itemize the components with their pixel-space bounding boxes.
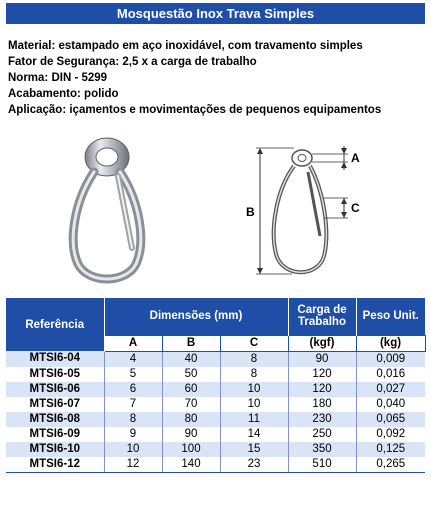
subheader-kg: (kg) — [356, 335, 425, 351]
subheader-kgf: (kgf) — [288, 335, 356, 351]
table-row — [6, 457, 425, 473]
cell-ref: MTSI6-07 — [29, 397, 80, 410]
header-dimensoes: Dimensões (mm) — [104, 298, 288, 335]
cell-kg: 0,027 — [356, 382, 425, 397]
cell-kg: 0,265 — [356, 457, 425, 473]
cell-a: 10 — [104, 442, 162, 457]
cell-c: 11 — [220, 412, 288, 427]
cell-b: 70 — [162, 397, 220, 412]
cell-kgf: 120 — [288, 367, 356, 382]
spec-material: Material: estampado em aço inoxidável, com travamento simples — [8, 40, 363, 52]
cell-c: 15 — [220, 442, 288, 457]
cell-a: 8 — [104, 412, 162, 427]
cell-b: 50 — [162, 367, 220, 382]
cell-c: 8 — [220, 367, 288, 382]
cell-kgf: 120 — [288, 382, 356, 397]
spec-application: Aplicação: içamentos e movimentações de pequenos equipamentos — [8, 104, 382, 116]
dimension-label-a: A — [351, 151, 360, 165]
table-row — [6, 367, 425, 382]
dimension-label-c: C — [351, 201, 360, 215]
cell-a: 12 — [104, 457, 162, 473]
header-referencia: Referência — [6, 298, 104, 351]
cell-kg: 0,040 — [356, 397, 425, 412]
dimension-label-b: B — [246, 205, 255, 219]
subheader-c: C — [220, 335, 288, 351]
cell-a: 6 — [104, 382, 162, 397]
cell-kg: 0,092 — [356, 427, 425, 442]
cell-a: 5 — [104, 367, 162, 382]
cell-kg: 0,125 — [356, 442, 425, 457]
cell-ref: MTSI6-09 — [29, 427, 80, 440]
cell-a: 4 — [104, 351, 162, 367]
cell-kgf: 180 — [288, 397, 356, 412]
cell-c: 14 — [220, 427, 288, 442]
cell-b: 80 — [162, 412, 220, 427]
cell-c: 10 — [220, 397, 288, 412]
cell-b: 140 — [162, 457, 220, 473]
cell-kgf: 510 — [288, 457, 356, 473]
header-carga: Carga de Trabalho — [288, 298, 356, 335]
table-row — [6, 412, 425, 427]
cell-ref: MTSI6-04 — [6, 351, 104, 367]
table-row — [6, 351, 425, 367]
cell-kgf: 230 — [288, 412, 356, 427]
dimension-drawing — [232, 140, 364, 288]
cell-kg: 0,016 — [356, 367, 425, 382]
spec-list — [8, 38, 426, 118]
cell-b: 60 — [162, 382, 220, 397]
cell-c: 8 — [220, 351, 288, 367]
cell-ref: MTSI6-12 — [6, 457, 104, 473]
subheader-a: A — [104, 335, 162, 351]
spec-standard: Norma: DIN - 5299 — [8, 72, 108, 84]
cell-kg: 0,065 — [356, 412, 425, 427]
cell-kg: 0,009 — [356, 351, 425, 367]
cell-c: 23 — [220, 457, 288, 473]
cell-ref: MTSI6-10 — [6, 442, 104, 457]
cell-c: 10 — [220, 382, 288, 397]
cell-b: 90 — [162, 427, 220, 442]
cell-ref: MTSI6-08 — [6, 412, 104, 427]
spec-finish: Acabamento: polido — [8, 88, 119, 100]
cell-b: 40 — [162, 351, 220, 367]
spec-safety-factor: Fator de Segurança: 2,5 x a carga de trabalho — [8, 56, 257, 68]
cell-b: 100 — [162, 442, 220, 457]
cell-kgf: 350 — [288, 442, 356, 457]
cell-kgf: 250 — [288, 427, 356, 442]
snap-hook-photo — [66, 132, 148, 287]
table-row — [6, 427, 425, 442]
cell-ref: MTSI6-06 — [6, 382, 104, 397]
table-row — [6, 382, 425, 397]
table-row — [6, 442, 425, 457]
header-peso: Peso Unit. — [356, 298, 425, 335]
page-title: Mosquestão Inox Trava Simples — [6, 3, 425, 24]
cell-a: 9 — [104, 427, 162, 442]
table-row — [6, 397, 425, 412]
specification-table — [6, 298, 426, 473]
cell-ref: MTSI6-05 — [29, 367, 80, 380]
cell-kgf: 90 — [288, 351, 356, 367]
subheader-b: B — [162, 335, 220, 351]
cell-a: 7 — [104, 397, 162, 412]
